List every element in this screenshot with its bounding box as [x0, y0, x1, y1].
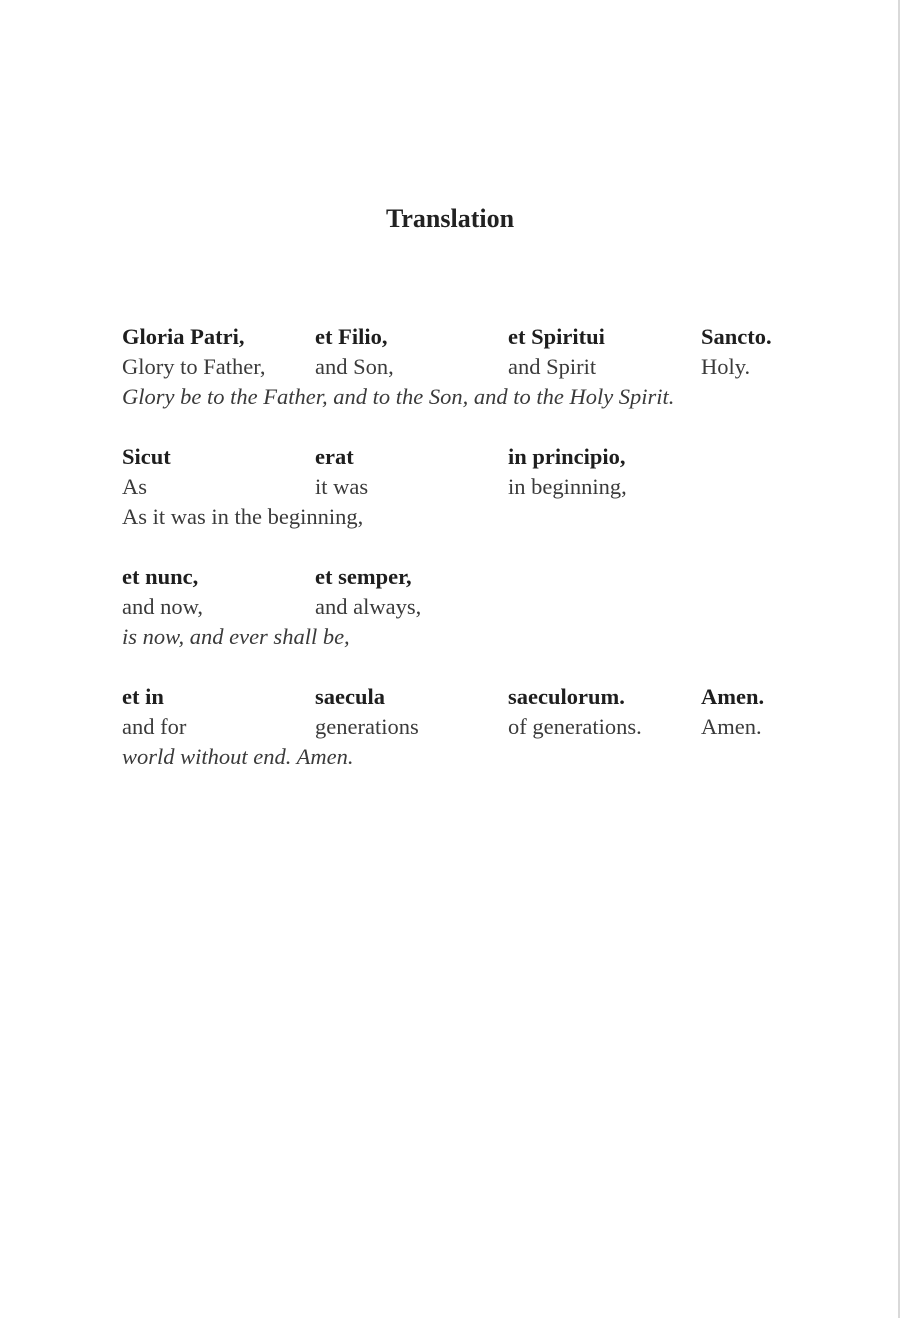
latin-line [122, 562, 822, 592]
translation-text: world without end. Amen. [122, 744, 354, 769]
translation-text: is now, and ever shall be, [122, 624, 350, 649]
latin-word: Gloria Patri, [122, 324, 245, 349]
latin-line [122, 442, 822, 472]
latin-word: in principio, [508, 444, 626, 469]
latin-word: et in [122, 684, 164, 709]
latin-word: Amen. [701, 684, 765, 709]
stanza-2 [122, 442, 822, 532]
stanza-4 [122, 682, 822, 772]
translation-text: As it was in the beginning, [122, 504, 364, 529]
gloss-line [122, 592, 822, 622]
latin-word: et nunc, [122, 564, 199, 589]
gloss-word: and Son, [315, 354, 394, 379]
gloss-word: and now, [122, 594, 204, 619]
translation-text: Glory be to the Father, and to the Son, and to the Holy Spirit. [122, 384, 675, 409]
page-title: Translation [385, 204, 515, 233]
stanza-1 [122, 322, 822, 412]
gloss-line [122, 352, 822, 382]
gloss-line [122, 712, 822, 742]
gloss-word: and Spirit [508, 354, 597, 379]
gloss-word: As [122, 474, 148, 499]
translation-line [122, 502, 822, 532]
latin-word: saecula [315, 684, 385, 709]
latin-word: et semper, [315, 564, 412, 589]
translation-line [122, 382, 822, 412]
latin-word: Sancto. [701, 324, 772, 349]
translation-line [122, 622, 822, 652]
gloss-line [122, 472, 822, 502]
gloss-word: Amen. [701, 714, 762, 739]
gloss-word: and always, [315, 594, 422, 619]
gloss-word: generations [315, 714, 419, 739]
latin-line [122, 682, 822, 712]
gloss-word: of generations. [508, 714, 642, 739]
latin-word: saeculorum. [508, 684, 625, 709]
latin-word: et Spiritui [508, 324, 605, 349]
stanza-3 [122, 562, 822, 652]
gloss-word: Holy. [701, 354, 751, 379]
gloss-word: and for [122, 714, 187, 739]
gloss-word: it was [315, 474, 369, 499]
translation-line [122, 742, 822, 772]
latin-word: erat [315, 444, 354, 469]
gloss-word: in beginning, [508, 474, 627, 499]
latin-word: et Filio, [315, 324, 388, 349]
latin-word: Sicut [122, 444, 171, 469]
gloss-word: Glory to Father, [122, 354, 266, 379]
latin-line [122, 322, 822, 352]
